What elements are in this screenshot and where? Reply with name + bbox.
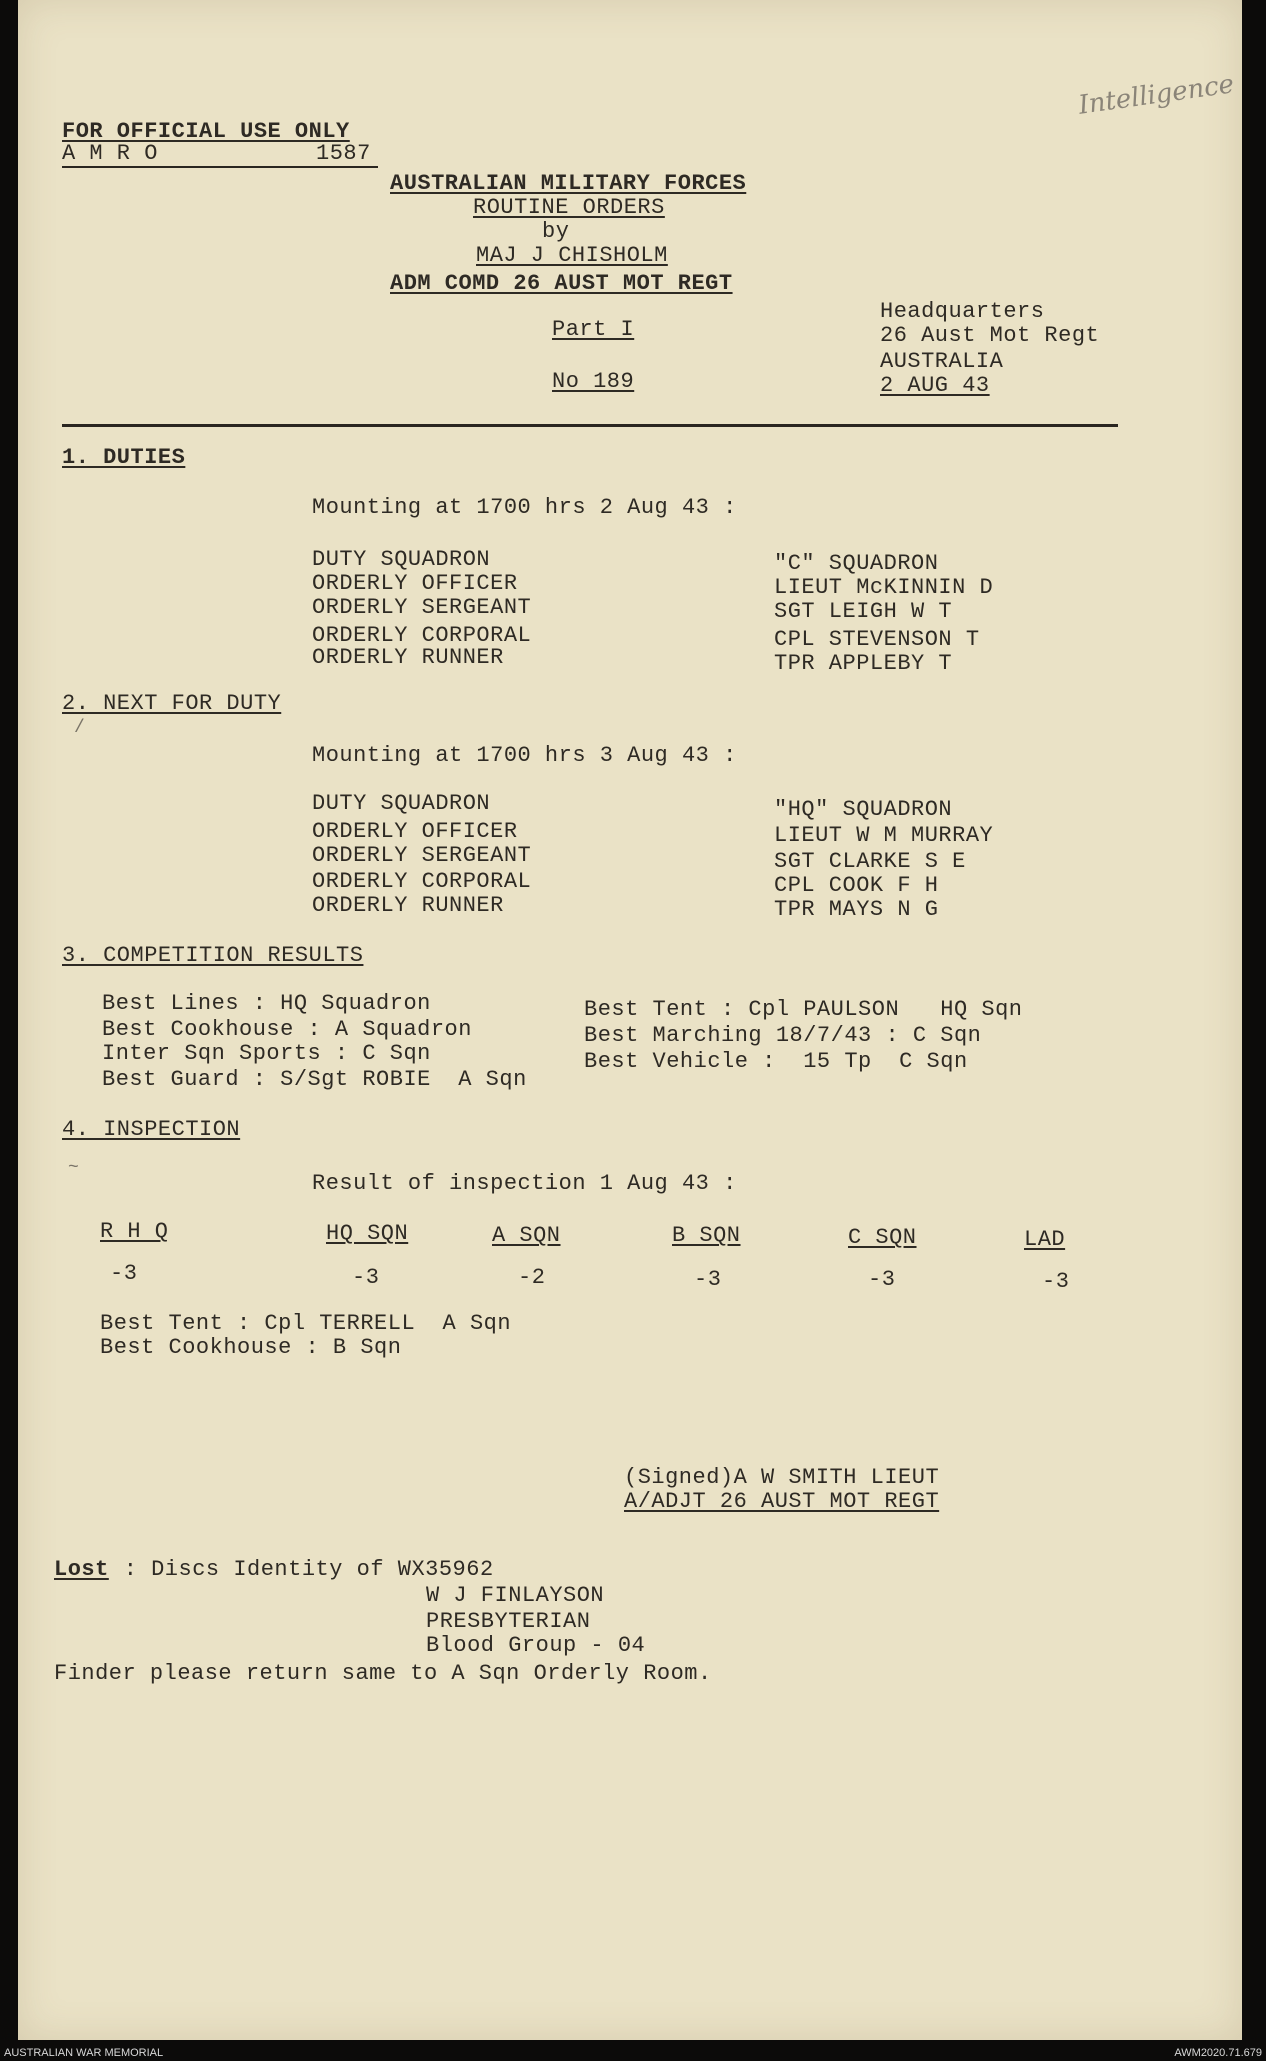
duties-role: ORDERLY OFFICER: [312, 571, 518, 596]
hq-line-2: 26 Aust Mot Regt: [880, 323, 1100, 348]
next-role: ORDERLY OFFICER: [312, 819, 518, 844]
duties-name: CPL STEVENSON T: [774, 627, 980, 652]
header-divider: [62, 424, 1118, 427]
lost-line-2: W J FINLAYSON: [426, 1583, 605, 1608]
inspection-best-cookhouse: Best Cookhouse : B Sqn: [100, 1335, 402, 1360]
next-name: CPL COOK F H: [774, 873, 939, 898]
pencil-annotation: Intelligence: [1076, 69, 1236, 121]
inspection-heading: 4. INSPECTION: [62, 1117, 241, 1142]
duties-name: TPR APPLEBY T: [774, 651, 953, 676]
next-role: ORDERLY RUNNER: [312, 893, 504, 918]
inspection-score: -3: [1042, 1269, 1070, 1294]
pencil-mark: ~: [68, 1158, 79, 1178]
next-name: TPR MAYS N G: [774, 897, 939, 922]
competition-result: Best Lines : HQ Squadron: [102, 991, 431, 1016]
classification: FOR OFFICIAL USE ONLY: [62, 119, 350, 144]
duties-name: LIEUT McKINNIN D: [774, 575, 994, 600]
lost-line-1: : Discs Identity of WX35962: [110, 1557, 494, 1582]
competition-result: Best Cookhouse : A Squadron: [102, 1017, 472, 1042]
forces-title: AUSTRALIAN MILITARY FORCES: [390, 171, 747, 196]
part-label: Part I: [552, 317, 635, 342]
inspection-column: C SQN: [848, 1225, 917, 1250]
order-date: 2 AUG 43: [880, 373, 990, 398]
signature-line-2: A/ADJT 26 AUST MOT REGT: [624, 1489, 940, 1514]
order-number: No 189: [552, 369, 635, 394]
competition-result: Best Guard : S/Sgt ROBIE A Sqn: [102, 1067, 527, 1092]
duties-heading: 1. DUTIES: [62, 445, 186, 470]
lost-line-5: Finder please return same to A Sqn Orderly Room.: [54, 1661, 712, 1686]
hq-line-3: AUSTRALIA: [880, 349, 1004, 374]
inspection-column: A SQN: [492, 1223, 561, 1248]
footer-id: AWM2020.71.679: [1174, 2047, 1262, 2059]
inspection-score: -3: [868, 1267, 896, 1292]
lost-line-3: PRESBYTERIAN: [426, 1609, 591, 1634]
signature-line-1: (Signed)A W SMITH LIEUT: [624, 1465, 940, 1490]
duties-name: SGT LEIGH W T: [774, 599, 953, 624]
by-label: by: [542, 219, 570, 244]
inspection-score: -3: [110, 1261, 138, 1286]
lost-line-4: Blood Group - 04: [426, 1633, 646, 1658]
footer-credit: AUSTRALIAN WAR MEMORIAL: [4, 2047, 164, 2059]
header-rule: [62, 166, 378, 168]
inspection-column: HQ SQN: [326, 1221, 409, 1246]
competition-heading: 3. COMPETITION RESULTS: [62, 943, 364, 968]
duties-role: ORDERLY CORPORAL: [312, 623, 532, 648]
inspection-score: -2: [518, 1265, 546, 1290]
duties-role: ORDERLY SERGEANT: [312, 595, 532, 620]
inspection-result-label: Result of inspection 1 Aug 43 :: [312, 1171, 737, 1196]
hq-line-1: Headquarters: [880, 299, 1045, 324]
command-title: ADM COMD 26 AUST MOT REGT: [390, 271, 733, 296]
next-role: DUTY SQUADRON: [312, 791, 491, 816]
inspection-score: -3: [352, 1265, 380, 1290]
inspection-column: R H Q: [100, 1219, 169, 1244]
next-name: "HQ" SQUADRON: [774, 797, 953, 822]
next-role: ORDERLY CORPORAL: [312, 869, 532, 894]
inspection-column: B SQN: [672, 1223, 741, 1248]
amro-number: 1587: [316, 141, 371, 166]
duties-mounting: Mounting at 1700 hrs 2 Aug 43 :: [312, 495, 737, 520]
next-mounting: Mounting at 1700 hrs 3 Aug 43 :: [312, 743, 737, 768]
routine-orders-title: ROUTINE ORDERS: [473, 195, 665, 220]
inspection-column: LAD: [1024, 1227, 1066, 1252]
amro-label: A M R O: [62, 141, 158, 166]
competition-result: Best Vehicle : 15 Tp C Sqn: [584, 1049, 968, 1074]
document-page: [18, 0, 1242, 2040]
competition-result: Inter Sqn Sports : C Sqn: [102, 1041, 431, 1066]
inspection-score: -3: [694, 1267, 722, 1292]
duties-role: ORDERLY RUNNER: [312, 645, 504, 670]
inspection-best-tent: Best Tent : Cpl TERRELL A Sqn: [100, 1311, 512, 1336]
next-name: LIEUT W M MURRAY: [774, 823, 994, 848]
commander-name: MAJ J CHISHOLM: [476, 243, 668, 268]
duties-role: DUTY SQUADRON: [312, 547, 491, 572]
next-name: SGT CLARKE S E: [774, 849, 966, 874]
pencil-tick: /: [74, 718, 85, 738]
competition-result: Best Marching 18/7/43 : C Sqn: [584, 1023, 982, 1048]
next-for-duty-heading: 2. NEXT FOR DUTY: [62, 691, 282, 716]
duties-name: "C" SQUADRON: [774, 551, 939, 576]
competition-result: Best Tent : Cpl PAULSON HQ Sqn: [584, 997, 1023, 1022]
lost-label: Lost: [54, 1557, 109, 1582]
next-role: ORDERLY SERGEANT: [312, 843, 532, 868]
